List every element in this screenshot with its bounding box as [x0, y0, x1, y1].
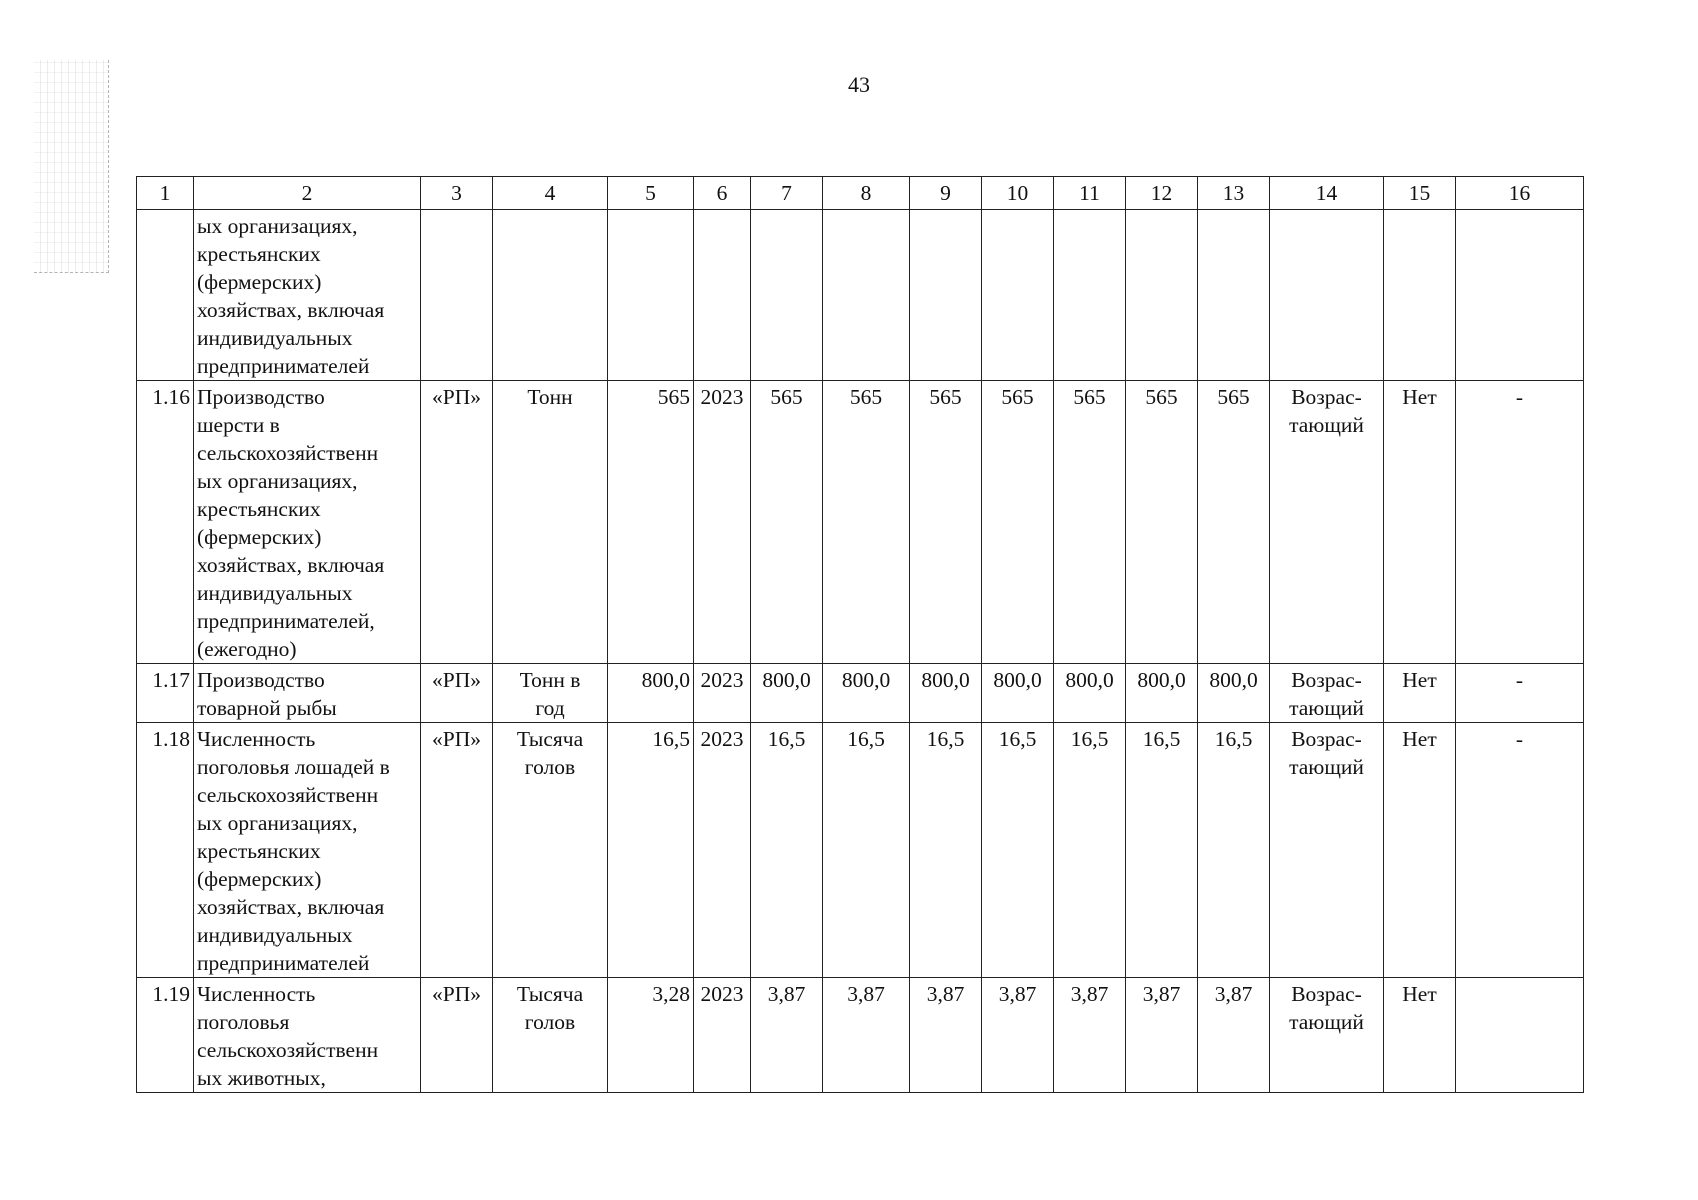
trend-type [1270, 210, 1384, 381]
target-value: 16,5 [982, 723, 1054, 978]
column-header: 16 [1456, 177, 1584, 210]
table-row [137, 381, 1584, 664]
indicators-table [136, 176, 1584, 1093]
table-body [137, 177, 1584, 1093]
target-value: 800,0 [910, 664, 982, 723]
target-value: 565 [751, 381, 823, 664]
base-value: 16,5 [608, 723, 694, 978]
target-value: 16,5 [751, 723, 823, 978]
column-header: 13 [1198, 177, 1270, 210]
row-number: 1.16 [137, 381, 194, 664]
column-16-value [1456, 210, 1584, 381]
base-value: 565 [608, 381, 694, 664]
target-value: 800,0 [751, 664, 823, 723]
indicator-level: «РП» [421, 381, 493, 664]
target-value: 565 [910, 381, 982, 664]
target-value [982, 210, 1054, 381]
indicator-name: ых организациях, крестьянских (фермерских) хозяйствах, включая индивидуальных предпринимателей [194, 210, 421, 381]
base-value [608, 210, 694, 381]
target-value: 16,5 [823, 723, 910, 978]
row-number: 1.17 [137, 664, 194, 723]
column-header: 1 [137, 177, 194, 210]
row-number: 1.19 [137, 978, 194, 1093]
table-row [137, 664, 1584, 723]
indicator-level [421, 210, 493, 381]
target-value: 565 [1198, 381, 1270, 664]
column-header: 14 [1270, 177, 1384, 210]
margin-stamp-mark [34, 60, 109, 273]
target-value: 3,87 [910, 978, 982, 1093]
header-row [137, 177, 1584, 210]
trend-type: Возрас- тающий [1270, 381, 1384, 664]
cumulative-flag: Нет [1384, 381, 1456, 664]
target-value [751, 210, 823, 381]
target-value [823, 210, 910, 381]
target-value: 800,0 [823, 664, 910, 723]
column-16-value: - [1456, 723, 1584, 978]
target-value [1198, 210, 1270, 381]
column-header: 12 [1126, 177, 1198, 210]
target-value: 3,87 [982, 978, 1054, 1093]
target-value: 3,87 [1054, 978, 1126, 1093]
indicator-level: «РП» [421, 723, 493, 978]
cumulative-flag: Нет [1384, 978, 1456, 1093]
target-value [1126, 210, 1198, 381]
column-header: 8 [823, 177, 910, 210]
row-number [137, 210, 194, 381]
column-16-value: - [1456, 664, 1584, 723]
base-year [694, 210, 751, 381]
column-header: 10 [982, 177, 1054, 210]
column-header: 15 [1384, 177, 1456, 210]
target-value: 16,5 [1054, 723, 1126, 978]
target-value: 565 [982, 381, 1054, 664]
column-16-value [1456, 978, 1584, 1093]
target-value [910, 210, 982, 381]
target-value: 565 [1126, 381, 1198, 664]
target-value: 800,0 [1198, 664, 1270, 723]
unit-of-measure: Тонн [493, 381, 608, 664]
base-year: 2023 [694, 381, 751, 664]
row-number: 1.18 [137, 723, 194, 978]
indicator-name: Производство шерсти в сельскохозяйственн ых организациях, крестьянских (фермерских) хозяйствах, включая индивидуальных предпринимателей, (ежегодно) [194, 381, 421, 664]
unit-of-measure: Тысяча голов [493, 723, 608, 978]
target-value: 16,5 [1198, 723, 1270, 978]
column-16-value: - [1456, 381, 1584, 664]
target-value: 565 [823, 381, 910, 664]
target-value: 3,87 [1198, 978, 1270, 1093]
target-value: 800,0 [1054, 664, 1126, 723]
column-header: 6 [694, 177, 751, 210]
base-year: 2023 [694, 723, 751, 978]
cumulative-flag: Нет [1384, 664, 1456, 723]
target-value: 3,87 [751, 978, 823, 1093]
column-header: 5 [608, 177, 694, 210]
target-value: 3,87 [1126, 978, 1198, 1093]
target-value: 800,0 [1126, 664, 1198, 723]
base-year: 2023 [694, 664, 751, 723]
trend-type: Возрас- тающий [1270, 664, 1384, 723]
target-value: 800,0 [982, 664, 1054, 723]
unit-of-measure: Тысяча голов [493, 978, 608, 1093]
indicator-name: Производство товарной рыбы [194, 664, 421, 723]
target-value: 565 [1054, 381, 1126, 664]
table-row [137, 210, 1584, 381]
base-value: 3,28 [608, 978, 694, 1093]
base-year: 2023 [694, 978, 751, 1093]
column-header: 2 [194, 177, 421, 210]
trend-type: Возрас- тающий [1270, 978, 1384, 1093]
column-header: 9 [910, 177, 982, 210]
indicator-name: Численность поголовья лошадей в сельскохозяйственн ых организациях, крестьянских (фермерских) хозяйствах, включая индивидуальных предпринимателей [194, 723, 421, 978]
unit-of-measure: Тонн в год [493, 664, 608, 723]
cumulative-flag [1384, 210, 1456, 381]
table-row [137, 978, 1584, 1093]
base-value: 800,0 [608, 664, 694, 723]
column-header: 11 [1054, 177, 1126, 210]
indicator-level: «РП» [421, 978, 493, 1093]
target-value: 16,5 [910, 723, 982, 978]
trend-type: Возрас- тающий [1270, 723, 1384, 978]
target-value [1054, 210, 1126, 381]
indicator-name: Численность поголовья сельскохозяйственн ых животных, [194, 978, 421, 1093]
indicator-level: «РП» [421, 664, 493, 723]
column-header: 4 [493, 177, 608, 210]
column-header: 7 [751, 177, 823, 210]
column-header: 3 [421, 177, 493, 210]
page-number: 43 [848, 72, 870, 97]
cumulative-flag: Нет [1384, 723, 1456, 978]
target-value: 16,5 [1126, 723, 1198, 978]
unit-of-measure [493, 210, 608, 381]
target-value: 3,87 [823, 978, 910, 1093]
table-row [137, 723, 1584, 978]
